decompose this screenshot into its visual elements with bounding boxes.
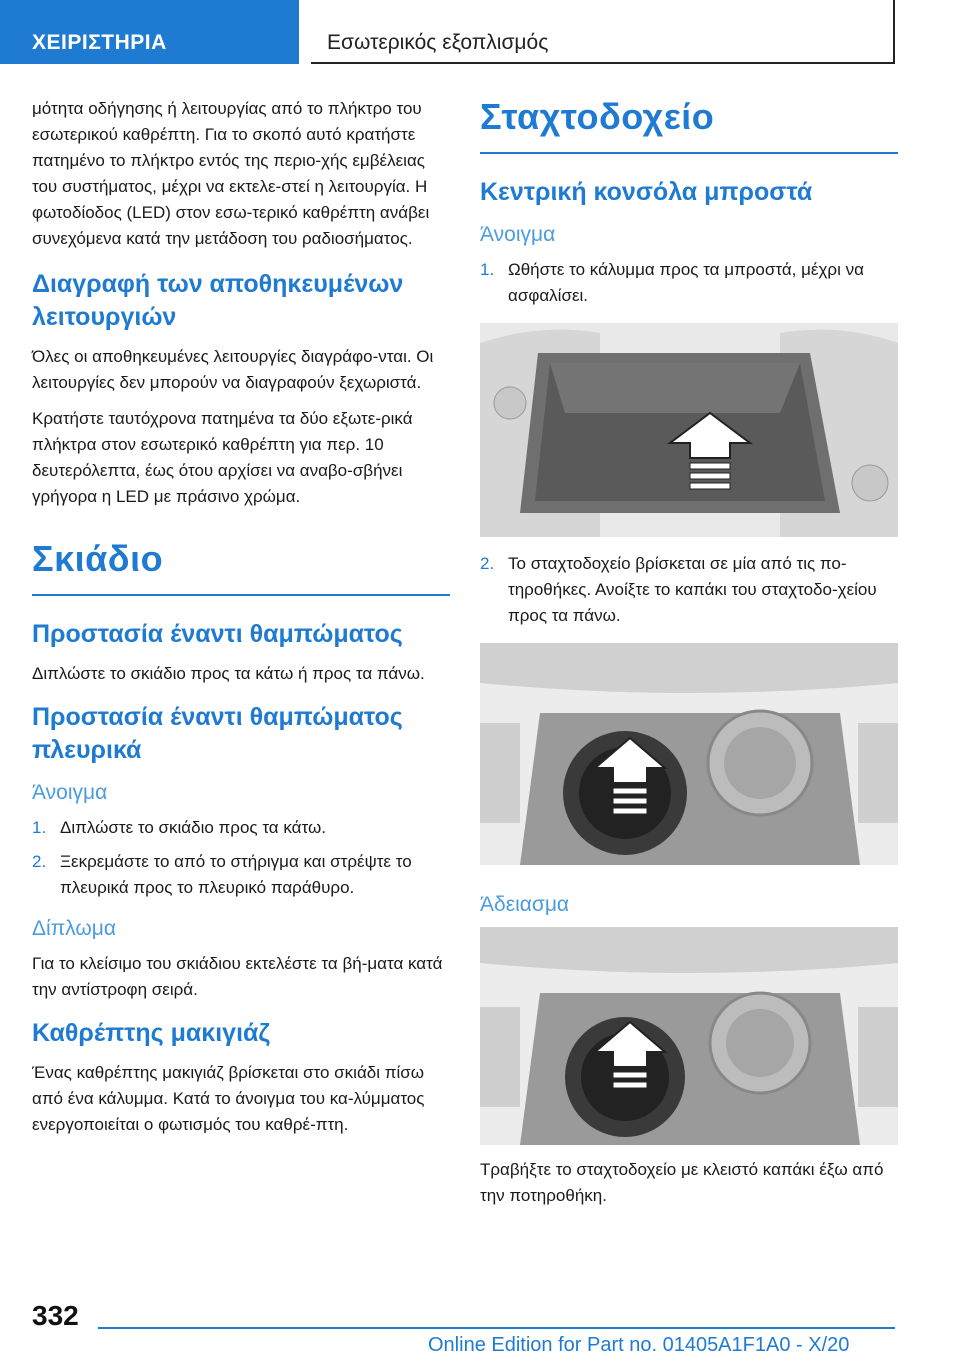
section-tab[interactable]: ΧΕΙΡΙΣΤΗΡΙΑ [0, 0, 299, 64]
ashtray-removal-illustration [480, 927, 898, 1145]
ashtray-title: Σταχτοδοχείο [480, 96, 898, 154]
emptying-heading: Άδειασμα [480, 893, 570, 916]
delete-paragraph-2: Κρατήστε ταυτόχρονα πατημένα τα δύο εξωτε‐ρικά πλήκτρα στον εσωτερικό καθρέπτη για περ. 10 δευτερόλεπτα, έως ότου αρχίσει να αναβο‐σβήνει γρήγορα η LED με πράσινο χρώμα. [32, 409, 413, 506]
emptying-paragraph: Τραβήξτε το σταχτοδοχείο με κλειστό καπάκι έξω από την ποτηροθήκη. [480, 1160, 884, 1205]
glare-heading: Προστασία έναντι θαμπώματος [32, 620, 403, 648]
page-number: 332 [32, 1300, 79, 1331]
list-item: 2. Ξεκρεμάστε το από το στήριγμα και στρέψτε το πλευρικά προς το πλευρικό παράθυρο. [32, 852, 412, 897]
chapter-title: Εσωτερικός εξοπλισμός [311, 0, 895, 64]
mirror-paragraph: Ένας καθρέπτης μακιγιάζ βρίσκεται στο σκιάδι πίσω από ένα κάλυμμα. Κατά το άνοιγμα του κα‐λύμματος ενεργοποιείται ο φωτισμός του καθρέ‐πτη. [32, 1063, 425, 1134]
delete-paragraph-1: Όλες οι αποθηκευμένες λειτουργίες διαγράφο‐νται. Οι λειτουργίες δεν μπορούν να διαγραφούν ξεχωριστά. [32, 347, 434, 392]
console-heading: Κεντρική κονσόλα μπροστά [480, 178, 813, 206]
page-footer [0, 1290, 960, 1362]
list-item: 2. Το σταχτοδοχείο βρίσκεται σε μία από τις πο‐τηροθήκες. Ανοίξτε το καπάκι του σταχτοδο‐χείου προς τα πάνω. [480, 554, 877, 625]
edition-link[interactable]: Online Edition for Part no. 01405A1F1A0 - X/20 [428, 1334, 850, 1356]
right-column [480, 96, 898, 1219]
intro-paragraph: μότητα οδήγησης ή λειτουργίας από το πλήκτρο του εσωτερικού καθρέπτη. Για το σκοπό αυτό κρατήστε πατημένο το πλήκτρο εντός της περιο‐χής εμβέλειας του συστήματος, μέχρι να εκτελε‐στεί η λειτουργία. Η φωτοδίοδος (LED) στον εσω‐τερικό καθρέπτη ανάβει συνεχόμενα κατά την μετάδοση του ραδιοσήματος. [32, 99, 430, 248]
delete-heading: Διαγραφή των αποθηκευμένων λειτουργιών [32, 270, 404, 331]
opening-heading-left: Άνοιγμα [32, 781, 108, 804]
opening-heading-right: Άνοιγμα [480, 223, 556, 246]
ashtray-step-2 [480, 551, 898, 629]
console-cover-illustration [480, 323, 898, 537]
side-glare-heading: Προστασία έναντι θαμπώματος πλευρικά [32, 703, 403, 764]
list-item: 1. Ωθήστε το κάλυμμα προς τα μπροστά, μέχρι να ασφαλίσει. [480, 260, 864, 305]
fold-heading: Δίπλωμα [32, 917, 116, 940]
left-column [32, 96, 450, 1148]
list-item: 1. Διπλώστε το σκιάδιο προς τα κάτω. [32, 818, 326, 837]
page-header [0, 0, 960, 64]
cupholder-open-illustration [480, 643, 898, 865]
sunvisor-steps [32, 815, 450, 901]
glare-paragraph: Διπλώστε το σκιάδιο προς τα κάτω ή προς τα πάνω. [32, 664, 425, 683]
mirror-heading: Καθρέπτης μακιγιάζ [32, 1019, 270, 1047]
footer-divider [98, 1327, 895, 1329]
sunvisor-title: Σκιάδιο [32, 538, 450, 596]
fold-paragraph: Για το κλείσιμο του σκιάδιου εκτελέστε τα βή‐ματα κατά την αντίστροφη σειρά. [32, 954, 443, 999]
ashtray-step-1 [480, 257, 898, 309]
